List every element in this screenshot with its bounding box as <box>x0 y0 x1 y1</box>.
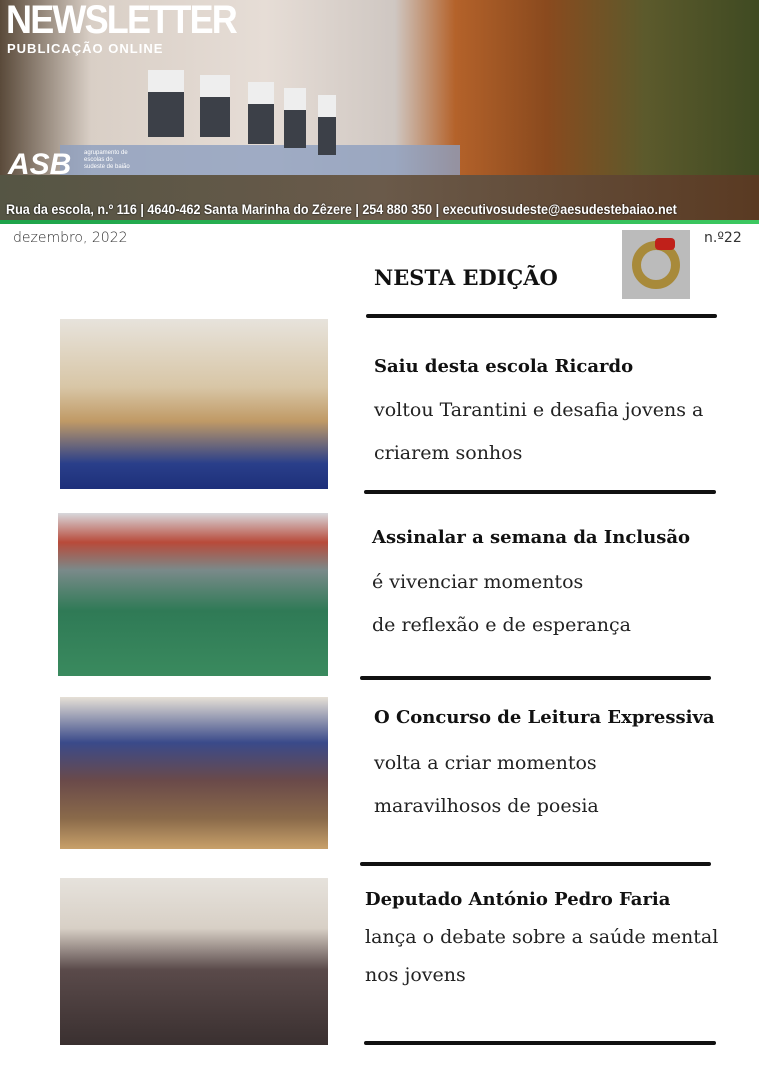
article-text: lança o debate sobre a saúde mental <box>365 926 719 948</box>
logo-text: agrupamento de escolas do sudeste de baião <box>84 150 130 170</box>
article-headline[interactable]: Deputado António Pedro Faria <box>365 889 671 910</box>
article-text: criarem sonhos <box>374 442 523 464</box>
article-text: maravilhosos de poesia <box>374 795 599 817</box>
article-text: de reflexão e de esperança <box>372 614 631 636</box>
newsletter-title: NEWSLETTER <box>6 0 236 42</box>
article-headline[interactable]: O Concurso de Leitura Expressiva <box>374 707 715 728</box>
article-text: nos jovens <box>365 964 466 986</box>
divider <box>364 1041 716 1045</box>
article-headline[interactable]: Saiu desta escola Ricardo <box>374 356 634 377</box>
article-text: é vivenciar momentos <box>372 571 584 593</box>
article-photo-4[interactable] <box>60 878 328 1045</box>
section-title: NESTA EDIÇÃO <box>374 265 558 290</box>
newsletter-subtitle: PUBLICAÇÃO ONLINE <box>7 41 164 56</box>
article-text: volta a criar momentos <box>374 752 597 774</box>
article-photo-1[interactable] <box>60 319 328 489</box>
contact-address: Rua da escola, n.º 116 | 4640-462 Santa Marinha do Zêzere | 254 880 350 | executivosudeste@aesudestebaiao.net <box>6 202 677 217</box>
article-text: voltou Tarantini e desafia jovens a <box>374 399 704 421</box>
divider <box>364 490 716 494</box>
header-banner-photo <box>0 0 759 221</box>
article-photo-3[interactable] <box>60 697 328 849</box>
issue-date: dezembro, 2022 <box>13 230 128 246</box>
christmas-wreath-image <box>622 230 690 299</box>
divider <box>360 862 711 866</box>
article-photo-2[interactable] <box>58 513 328 676</box>
article-headline[interactable]: Assinalar a semana da Inclusão <box>372 527 691 548</box>
divider <box>366 314 717 318</box>
logo-mark: ASB <box>8 148 72 181</box>
divider <box>360 676 711 680</box>
school-logo <box>8 148 148 188</box>
header-divider <box>0 220 759 224</box>
issue-number: n.º22 <box>704 230 742 246</box>
